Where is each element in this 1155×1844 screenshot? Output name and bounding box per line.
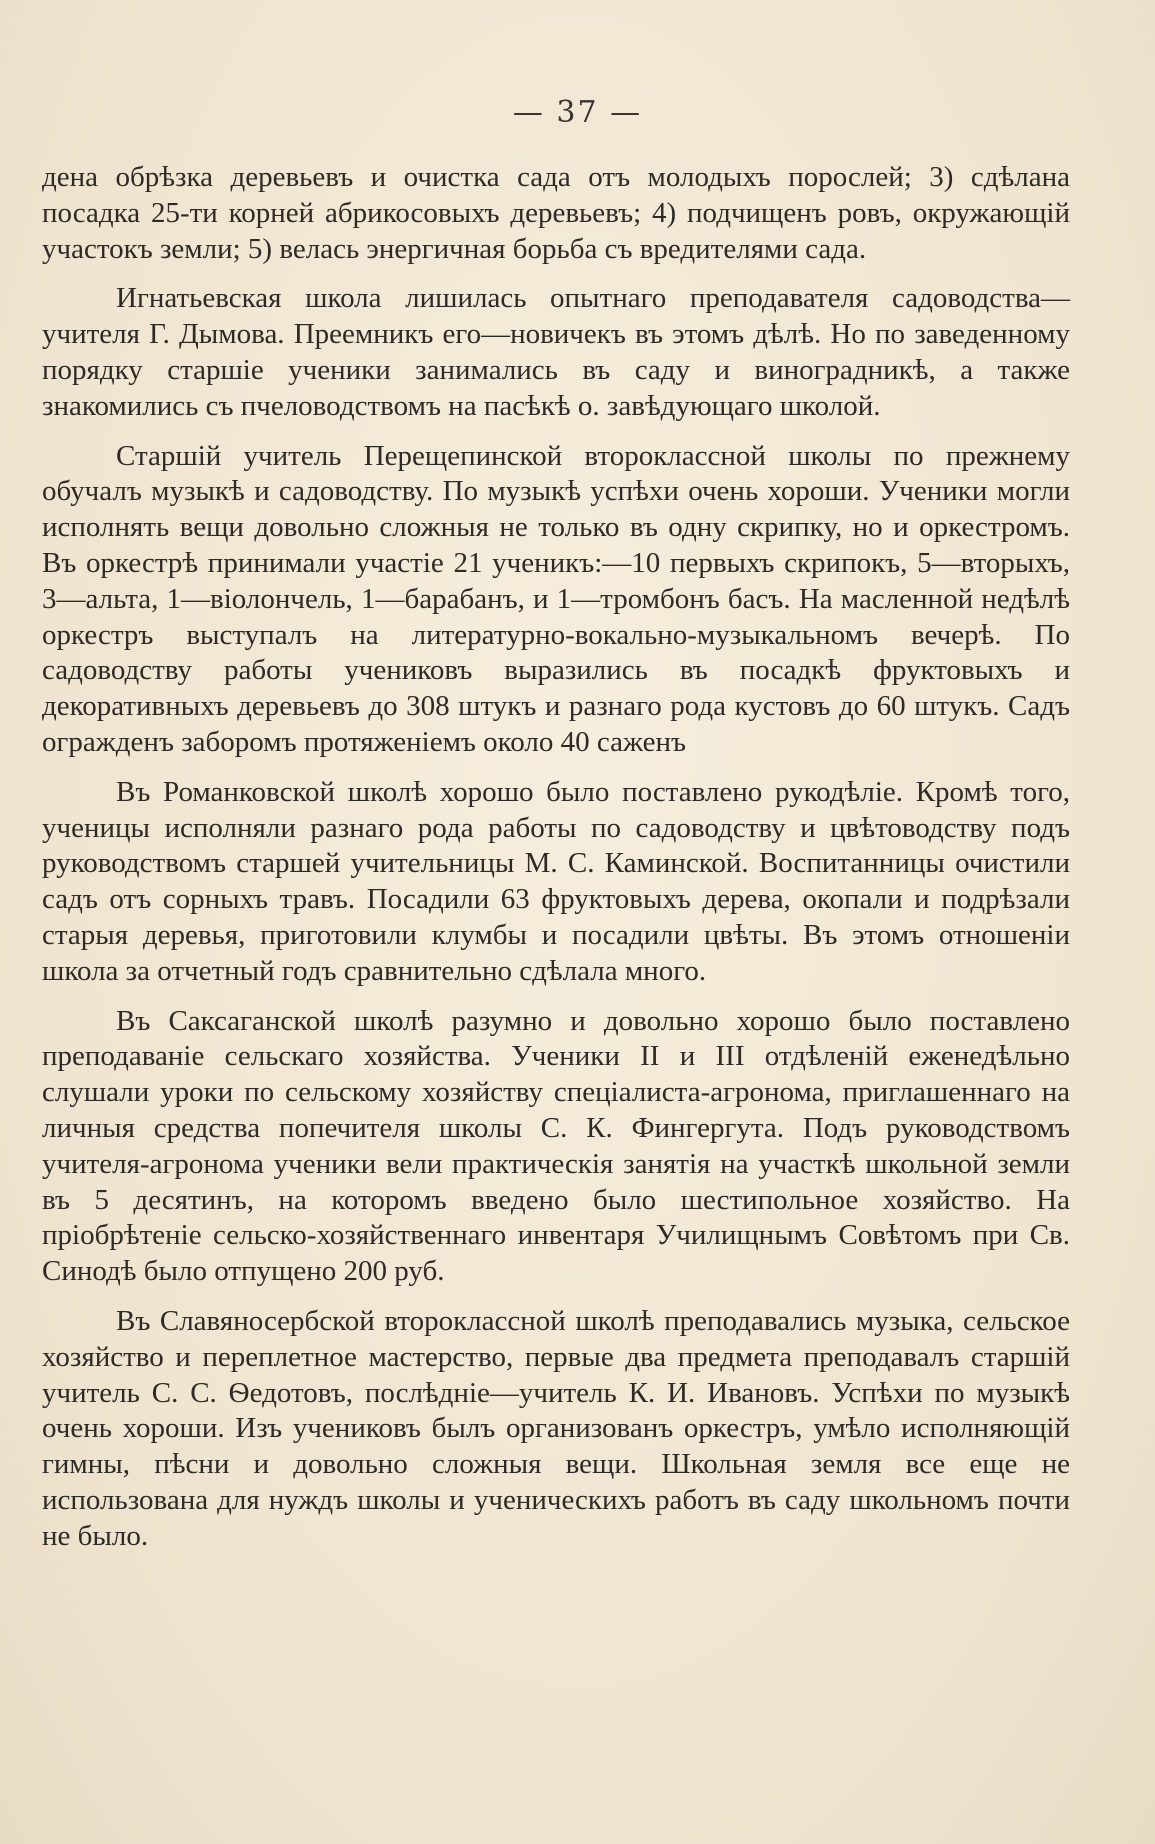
- paragraph-slavyanoserbskaya: Въ Славяносербской второклассной школѣ преподавались музыка, сельское хозяйство и переплетное мастерство, первые два предмета преподавалъ старшій учитель С. С. Ѳедотовъ, послѣдніе—учитель К. И. Ивановъ. Успѣхи по музыкѣ очень хороши. Изъ учениковъ былъ организованъ оркестръ, умѣло исполняющій гимны, пѣсни и довольно сложныя вещи. Школьная земля все еще не использована для нуждъ школы и ученическихъ работъ въ саду школьномъ почти не было.: [42, 1304, 1070, 1552]
- paragraph-romankovskaya: Въ Романковской школѣ хорошо было поставлено рукодѣліе. Кромѣ того, ученицы исполняли разнаго рода работы по садоводству и цвѣтоводству подъ руководствомъ старшей учительницы М. С. Каминской. Воспитанницы очистили садъ отъ сорныхъ травъ. Посадили 63 фруктовыхъ дерева, окопали и подрѣзали старыя деревья, приготовили клумбы и посадили цвѣты. Въ этомъ отношеніи школа за отчетный годъ сравнительно сдѣлала много.: [42, 775, 1070, 987]
- paragraph-pereshchepinskaya: Старшій учитель Перещепинской второклассной школы по прежнему обучалъ музыкѣ и садоводству. По музыкѣ успѣхи очень хороши. Ученики могли исполнять вещи довольно сложныя не только въ одну скрипку, но и оркестромъ. Въ оркестрѣ принимали участіе 21 ученикъ:—10 первыхъ скрипокъ, 5—вторыхъ, 3—альта, 1—віолончель, 1—барабанъ, и 1—тромбонъ басъ. На масленной недѣлѣ оркестръ выступалъ на литературно-вокально-музыкальномъ вечерѣ. По садоводству работы учениковъ выразились въ посадкѣ фруктовыхъ и декоративныхъ деревьевъ до 308 штукъ и разнаго рода кустовъ до 60 штукъ. Садъ огражденъ заборомъ протяженіемъ около 40 саженъ: [42, 439, 1070, 758]
- paragraph-continuation: дена обрѣзка деревьевъ и очистка сада отъ молодыхъ порослей; 3) сдѣлана посадка 25-ти корней абрикосовыхъ деревьевъ; 4) подчищенъ ровъ, окружающій участокъ земли; 5) велась энергичная борьба съ вредителями сада.: [42, 161, 1070, 265]
- body-text: [42, 160, 1070, 1568]
- paragraph-ignatievskaya: Игнатьевская школа лишилась опытнаго преподавателя садоводства—учителя Г. Дымова. Преемникъ его—новичекъ въ этомъ дѣлѣ. Но по заведенному порядку старшіе ученики занимались въ саду и виноградникѣ, а также знакомились съ пчеловодствомъ на пасѣкѣ о. завѣдующаго школой.: [42, 282, 1070, 422]
- page-number: — 37 —: [512, 95, 643, 130]
- paragraph-saksaganskaya: Въ Саксаганской школѣ разумно и довольно хорошо было поставлено преподаваніе сельскаго хозяйства. Ученики II и III отдѣленій еженедѣльно слушали уроки по сельскому хозяйству спеціалиста-агронома, приглашеннаго на личныя средства попечителя школы С. К. Фингергута. Подъ руководствомъ учителя-агронома ученики вели практическія занятія на участкѣ школьной земли въ 5 десятинъ, на которомъ введено было шестипольное хозяйство. На пріобрѣтеніе сельско-хозяйственнаго инвентаря Училищнымъ Совѣтомъ при Св. Синодѣ было отпущено 200 руб.: [42, 1004, 1070, 1288]
